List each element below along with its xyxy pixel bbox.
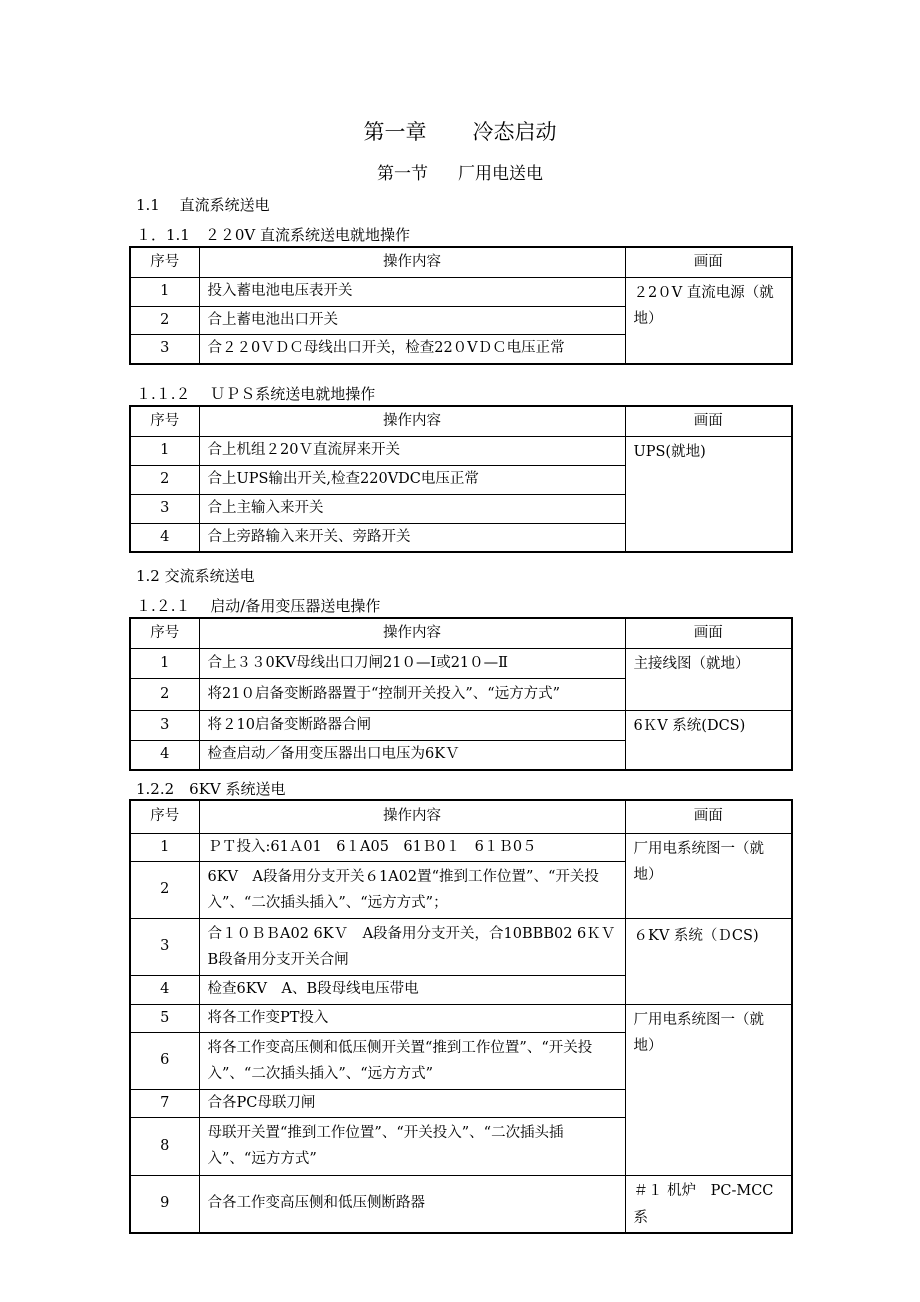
col-header-op: 操作内容 [199,618,625,648]
table-header-row [130,406,792,436]
row-op: 合１０ＢＢA02 6KＶ A段备用分支开关，合10BBB02 6ＫＶ B段备用分支开关合闸 [199,918,625,975]
row-op: 合上３３0KV母线出口刀闸21０—Ⅰ或21０—Ⅱ [199,648,625,678]
row-screen: 厂用电系统图一（就地） [625,833,792,918]
table-row [130,436,792,465]
heading-1-1-1: １．1.1 ２２0V 直流系统送电就地操作 [136,226,411,244]
row-num: 1 [130,277,199,306]
table-6kv-system [129,799,793,1234]
row-num: 2 [130,678,199,710]
row-screen: 主接线图（就地） [625,648,792,710]
row-screen: ２2０V 直流电源（就地） [625,277,792,364]
row-screen: UPS(就地) [625,436,792,552]
section-name: 厂用电送电 [458,164,543,184]
table-ups [129,405,793,553]
row-num: 6 [130,1032,199,1089]
row-op: 检查启动／备用变压器出口电压为6KＶ [199,740,625,770]
row-op: 将２10启备变断路器合闸 [199,710,625,740]
col-header-screen: 画面 [625,800,792,833]
heading-1-2-1: １.２.１ 启动/备用变压器送电操作 [136,597,381,615]
row-op: 将各工作变PT投入 [199,1004,625,1032]
col-header-num: 序号 [130,618,199,648]
table-row [130,710,792,740]
col-header-screen: 画面 [625,406,792,436]
row-op: 合上蓄电池出口开关 [199,306,625,334]
table-row [130,1175,792,1233]
chapter-title [0,116,920,146]
row-num: 8 [130,1117,199,1175]
row-op: 合上UPS输出开关,检查220VDC电压正常 [199,465,625,494]
heading-1-2-2: 1.2.2 6KV 系统送电 [136,780,286,798]
row-num: 3 [130,494,199,523]
row-op: 合上机组２20Ｖ直流屏来开关 [199,436,625,465]
col-header-op: 操作内容 [199,247,625,277]
row-num: 5 [130,1004,199,1032]
row-op: 将各工作变高压侧和低压侧开关置“推到工作位置”、“开关投入”、“二次插头插入”、“远方方式” [199,1032,625,1089]
col-header-screen: 画面 [625,618,792,648]
col-header-op: 操作内容 [199,800,625,833]
table-startup-transformer [129,617,793,771]
row-op: 合上旁路输入来开关、旁路开关 [199,523,625,552]
row-num: 2 [130,306,199,334]
chapter-number: 第一章 [363,120,427,144]
row-num: 3 [130,918,199,975]
col-header-screen: 画面 [625,247,792,277]
table-header-row [130,247,792,277]
row-op: 合各PC母联刀闸 [199,1089,625,1117]
row-num: 4 [130,740,199,770]
table-row [130,1004,792,1032]
row-screen: 6ＫV 系统(DCS) [625,710,792,770]
row-op: 投入蓄电池电压表开关 [199,277,625,306]
row-op: 合各工作变高压侧和低压侧断路器 [199,1175,625,1233]
table-header-row [130,618,792,648]
row-op: 合２２0ＶＤＣ母线出口开关，检查22０VＤＣ电压正常 [199,334,625,364]
row-op: 母联开关置“推到工作位置”、“开关投入”、“二次插头插入”、“远方方式” [199,1117,625,1175]
table-row [130,648,792,678]
row-num: 7 [130,1089,199,1117]
col-header-op: 操作内容 [199,406,625,436]
col-header-num: 序号 [130,406,199,436]
heading-1-2: 1.2 交流系统送电 [136,567,255,585]
row-num: 4 [130,523,199,552]
row-screen: ６KV 系统（ＤCS) [625,918,792,1004]
row-num: 1 [130,648,199,678]
row-num: 3 [130,334,199,364]
row-screen: ＃１ 机炉 PC-MCC 系 [625,1175,792,1233]
row-num: 2 [130,465,199,494]
row-num: 1 [130,436,199,465]
row-screen: 厂用电系统图一（就地） [625,1004,792,1175]
row-num: 4 [130,975,199,1004]
table-header-row [130,800,792,833]
table-row [130,277,792,306]
row-op: 将21０启备变断路器置于“控制开关投入”、“远方方式” [199,678,625,710]
row-num: 1 [130,833,199,861]
row-op: 6KV A段备用分支开关６1A02置“推到工作位置”、“开关投入”、“二次插头插入”、“远方方式”； [199,861,625,918]
heading-1-1: 1.1 直流系统送电 [136,196,270,214]
section-number: 第一节 [377,164,428,184]
row-num: 3 [130,710,199,740]
row-num: 2 [130,861,199,918]
row-num: 9 [130,1175,199,1233]
col-header-num: 序号 [130,800,199,833]
row-op: ＰＴ投入:61Ａ01 6１A05 61Ｂ0１ 6１Ｂ0５ [199,833,625,861]
table-dc-220v [129,246,793,365]
col-header-num: 序号 [130,247,199,277]
heading-1-1-2: １.１.２ ＵＰＳ系统送电就地操作 [136,385,376,403]
section-title [0,159,920,184]
chapter-name: 冷态启动 [472,120,557,144]
row-op: 合上主输入来开关 [199,494,625,523]
table-row [130,918,792,975]
row-op: 检查6KV A、B段母线电压带电 [199,975,625,1004]
table-row [130,833,792,861]
